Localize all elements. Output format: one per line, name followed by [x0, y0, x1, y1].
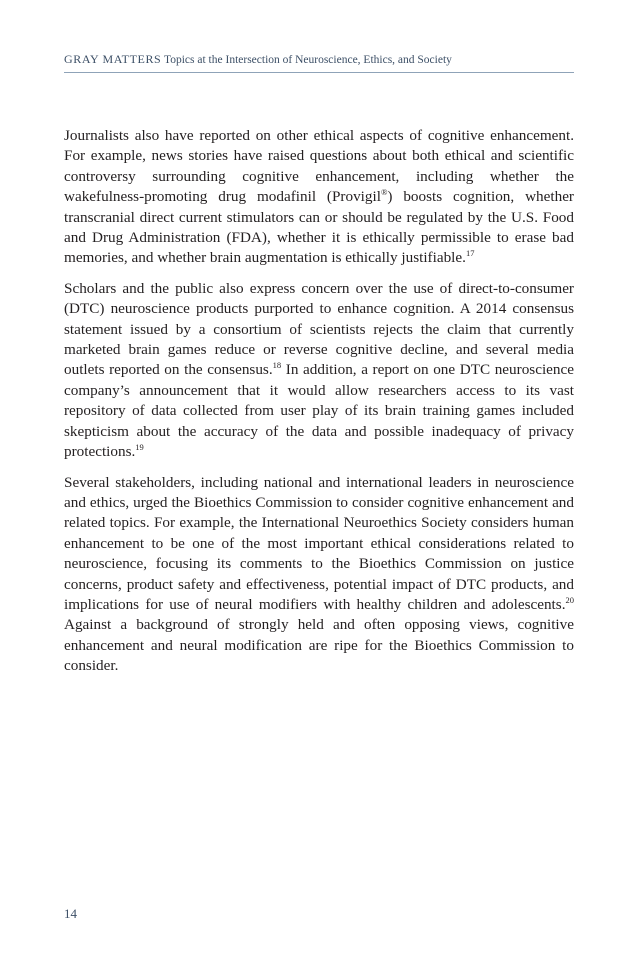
paragraph-1 — [64, 126, 574, 269]
footnote-ref-17[interactable]: 17 — [465, 248, 475, 259]
paragraph-text: ) boosts cognition, whether transcranial direct current stimulators can or should be regulated by the U.S. Food and Drug Administration (FDA), whether it is ethically permissible to erase bad memories, and whether brain augmentation is ethically justifiable. — [64, 188, 574, 267]
series-title: GRAY MATTERS — [64, 52, 162, 66]
paragraph-text: Against a background of strongly held and often opposing views, cognitive enhancement and neural modification are ripe for the Bioethics Commission to consider. — [64, 616, 574, 675]
paragraph-text: Several stakeholders, including national and international leaders in neuroscience and ethics, urged the Bioethics Commission to consider cognitive enhancement and related topics. For example, the International Neuroethics Society considers human enhancement to be one of the most important ethical considerations related to neuroscience, focusing its comments to the Bioethics Commission on justice concerns, product safety and effectiveness, potential impact of DTC products, and implications for use of neural modifiers with healthy children and adolescents. — [64, 473, 574, 613]
paragraph-2 — [64, 279, 574, 463]
footnote-ref-20[interactable]: 20 — [565, 594, 574, 605]
paragraph-text: Journalists also have reported on other ethical aspects of cognitive enhancement. For example, news stories have raised questions about both ethical and scientific controversy surrounding cognitive enhancement, including whether the wakefulness-promoting drug modafinil (Provigil — [64, 127, 574, 206]
page-number: 14 — [64, 906, 77, 921]
running-header — [64, 52, 574, 67]
header-divider — [64, 72, 574, 73]
paragraph-text: In addition, a report on one DTC neuroscience company’s announcement that it would allow researchers access to its vast repository of data collected from user play of its brain training games included skepticism about the accuracy of the data and possible inadequacy of privacy protections. — [64, 361, 574, 461]
body-text — [64, 126, 574, 687]
footnote-ref-19[interactable]: 19 — [135, 442, 144, 453]
paragraph-text: Scholars and the public also express concern over the use of direct-to-consumer (DTC) neuroscience products purported to enhance cognition. A 2014 consensus statement issued by a consortium of scientists rejects the claim that currently marketed brain games reduce or reverse cognitive decline, and several media outlets reported on the consensus. — [64, 279, 574, 379]
series-subtitle: Topics at the Intersection of Neuroscience, Ethics, and Society — [164, 54, 452, 66]
registered-mark: ® — [380, 187, 388, 198]
paragraph-3 — [64, 473, 574, 677]
footnote-ref-18[interactable]: 18 — [272, 360, 282, 371]
